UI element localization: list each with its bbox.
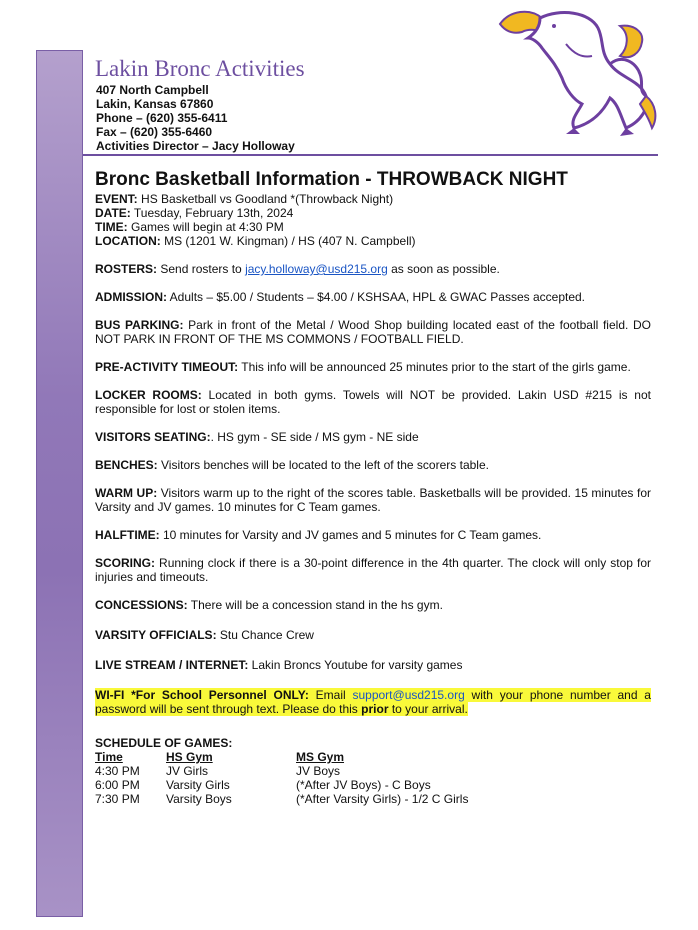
table-row: 7:30 PM Varsity Boys (*After Varsity Girls) - 1/2 C Girls xyxy=(95,792,469,806)
contact-phone: Phone – (620) 355-6411 xyxy=(96,111,228,125)
schedule-table xyxy=(95,750,651,806)
halftime-line: HALFTIME: 10 minutes for Varsity and JV games and 5 minutes for C Team games. xyxy=(95,528,542,542)
schedule-header-time: Time xyxy=(95,750,123,764)
schedule-header-ms-gym: MS Gym xyxy=(296,750,345,764)
table-row: 4:30 PM JV Girls JV Boys xyxy=(95,764,341,778)
sidebar-bar xyxy=(36,50,83,917)
contact-director: Activities Director – Jacy Holloway xyxy=(96,139,295,153)
concessions-line: CONCESSIONS: There will be a concession stand in the hs gym. xyxy=(95,598,443,612)
scoring-paragraph: SCORING: Running clock if there is a 30-point difference in the 4th quarter. The clock will only stop for injuries and timeouts. xyxy=(95,556,651,584)
wifi-paragraph: WI-FI *For School Personnel ONLY: Email support@usd215.org with your phone number and a password will be sent through text. Please do this prior to your arrival. xyxy=(95,688,651,716)
schedule-heading: SCHEDULE OF GAMES: xyxy=(95,736,233,750)
locker-rooms-paragraph: LOCKER ROOMS: Located in both gyms. Towels will NOT be provided. Lakin USD #215 is not responsible for lost or stolen items. xyxy=(95,388,651,416)
pre-activity-paragraph: PRE-ACTIVITY TIMEOUT: This info will be announced 25 minutes prior to the start of the girls game. xyxy=(95,360,631,374)
visitors-seating-line: VISITORS SEATING:. HS gym - SE side / MS gym - NE side xyxy=(95,430,419,444)
admission-line: ADMISSION: Adults – $5.00 / Students – $4.00 / KSHSAA, HPL & GWAC Passes accepted. xyxy=(95,290,586,304)
time-line: TIME: Games will begin at 4:30 PM xyxy=(95,220,284,234)
contact-block xyxy=(96,83,295,153)
rosters-email-link[interactable]: jacy.holloway@usd215.org xyxy=(245,262,388,276)
rosters-line: ROSTERS: Send rosters to jacy.holloway@usd215.org as soon as possible. xyxy=(95,262,500,276)
event-line: EVENT: HS Basketball vs Goodland *(Throwback Night) xyxy=(95,192,394,206)
bus-parking-paragraph: BUS PARKING: Park in front of the Metal / Wood Shop building located east of the football field. DO NOT PARK IN FRONT OF THE MS COMMONS / FOOTBALL FIELD. xyxy=(95,318,652,346)
org-name: Lakin Bronc Activities xyxy=(95,56,305,81)
date-line: DATE: Tuesday, February 13th, 2024 xyxy=(95,206,294,220)
bronc-mascot-logo xyxy=(470,4,670,138)
live-stream-line: LIVE STREAM / INTERNET: Lakin Broncs Youtube for varsity games xyxy=(95,658,463,672)
wifi-email-link[interactable]: support@usd215.org xyxy=(352,688,465,702)
schedule-header-hs-gym: HS Gym xyxy=(166,750,213,764)
warm-up-paragraph: WARM UP: Visitors warm up to the right of the scores table. Basketballs will be provided. 15 minutes for Varsity and JV games. 10 minutes for C Team games. xyxy=(95,486,651,514)
contact-address: 407 North Campbell xyxy=(96,83,209,97)
officials-line: VARSITY OFFICIALS: Stu Chance Crew xyxy=(95,628,314,642)
contact-fax: Fax – (620) 355-6460 xyxy=(96,125,213,139)
contact-city: Lakin, Kansas 67860 xyxy=(96,97,214,111)
table-row: 6:00 PM Varsity Girls (*After JV Boys) - C Boys xyxy=(95,778,431,792)
benches-line: BENCHES: Visitors benches will be located to the left of the scorers table. xyxy=(95,458,489,472)
header-divider xyxy=(83,154,658,156)
location-line: LOCATION: MS (1201 W. Kingman) / HS (407 N. Campbell) xyxy=(95,234,416,248)
document-body xyxy=(95,169,651,806)
document-title: Bronc Basketball Information - THROWBACK NIGHT xyxy=(95,169,568,190)
schedule-header-row xyxy=(95,750,651,764)
